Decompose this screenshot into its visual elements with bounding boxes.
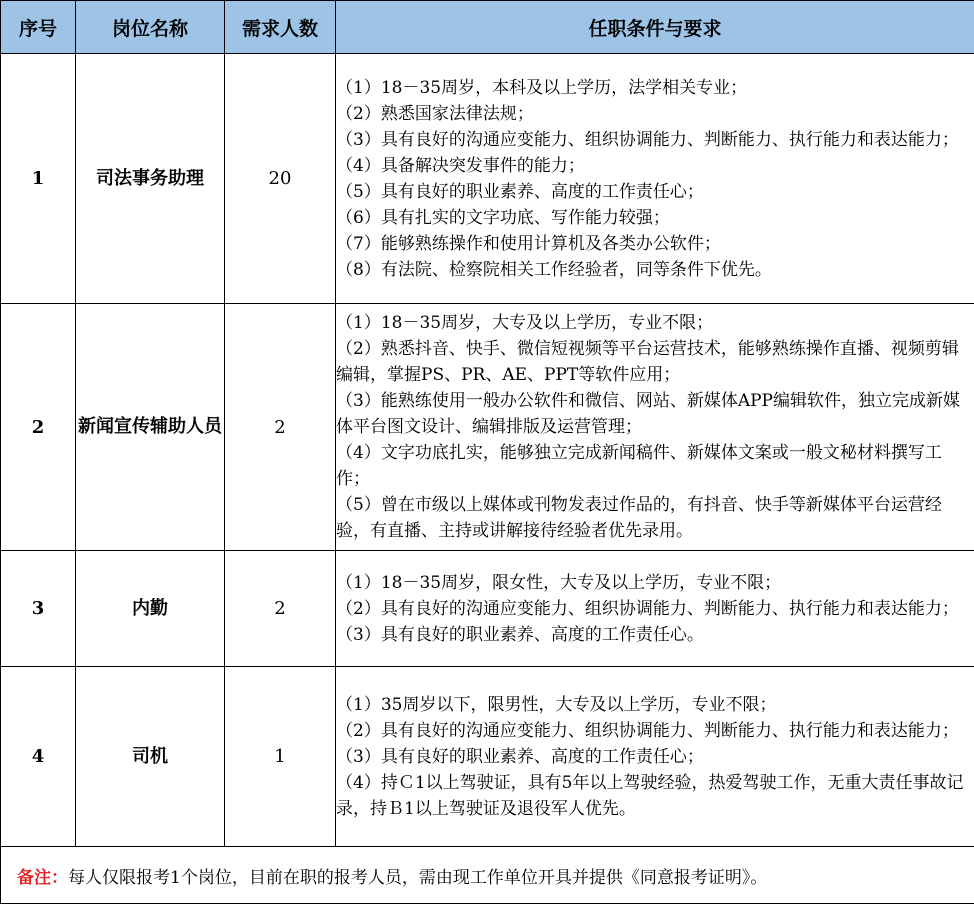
row-no: 3 xyxy=(1,551,76,667)
row-requirements xyxy=(336,551,974,667)
requirement-line: （3）具有良好的沟通应变能力、组织协调能力、判断能力、执行能力和表达能力； xyxy=(336,127,974,153)
requirement-line: （4）文字功底扎实，能够独立完成新闻稿件、新媒体文案或一般文秘材料撰写工作； xyxy=(336,440,974,492)
requirement-line: （3）具有良好的职业素养、高度的工作责任心； xyxy=(336,744,974,770)
requirement-line: （1）35周岁以下，限男性，大专及以上学历，专业不限； xyxy=(336,692,974,718)
requirement-line: （6）具有扎实的文字功底、写作能力较强； xyxy=(336,205,974,231)
row-count: 2 xyxy=(225,551,336,667)
requirement-line: （1）18－35周岁，限女性，大专及以上学历，专业不限； xyxy=(336,570,974,596)
requirement-line: （5）曾在市级以上媒体或刊物发表过作品的，有抖音、快手等新媒体平台运营经验，有直播、主持或讲解接待经验者优先录用。 xyxy=(336,492,974,544)
requirement-line: （2）具有良好的沟通应变能力、组织协调能力、判断能力、执行能力和表达能力； xyxy=(336,718,974,744)
note-row xyxy=(1,847,974,904)
table-row xyxy=(1,551,974,667)
row-position: 内勤 xyxy=(76,551,225,667)
requirement-line: （4）具备解决突发事件的能力； xyxy=(336,153,974,179)
table-row xyxy=(1,304,974,551)
note-text: 每人仅限报考1个岗位，目前在职的报考人员，需由现工作单位开具并提供《同意报考证明》。 xyxy=(68,868,767,888)
requirement-line: （2）具有良好的沟通应变能力、组织协调能力、判断能力、执行能力和表达能力； xyxy=(336,596,974,622)
requirement-line: （5）具有良好的职业素养、高度的工作责任心； xyxy=(336,179,974,205)
row-position: 司法事务助理 xyxy=(76,54,225,304)
row-requirements xyxy=(336,667,974,847)
row-no: 2 xyxy=(1,304,76,551)
row-position: 新闻宣传辅助人员 xyxy=(76,304,225,551)
row-no: 4 xyxy=(1,667,76,847)
table-row xyxy=(1,667,974,847)
requirement-line: （7）能够熟练操作和使用计算机及各类办公软件； xyxy=(336,231,974,257)
requirement-line: （3）具有良好的职业素养、高度的工作责任心。 xyxy=(336,622,974,648)
row-requirements xyxy=(336,54,974,304)
row-count: 20 xyxy=(225,54,336,304)
note-label: 备注： xyxy=(17,868,68,888)
row-position: 司机 xyxy=(76,667,225,847)
requirement-line: （1）18－35周岁，本科及以上学历，法学相关专业； xyxy=(336,75,974,101)
header-position: 岗位名称 xyxy=(76,1,225,54)
requirement-line: （8）有法院、检察院相关工作经验者，同等条件下优先。 xyxy=(336,257,974,283)
header-count: 需求人数 xyxy=(225,1,336,54)
requirement-line: （2）熟悉国家法律法规； xyxy=(336,101,974,127)
row-no: 1 xyxy=(1,54,76,304)
row-requirements xyxy=(336,304,974,551)
requirement-line: （3）能熟练使用一般办公软件和微信、网站、新媒体APP编辑软件，独立完成新媒体平台图文设计、编辑排版及运营管理； xyxy=(336,388,974,440)
note-cell xyxy=(1,847,974,904)
row-count: 1 xyxy=(225,667,336,847)
header-no: 序号 xyxy=(1,1,76,54)
requirement-line: （2）熟悉抖音、快手、微信短视频等平台运营技术，能够熟练操作直播、视频剪辑编辑，掌握PS、PR、AE、PPT等软件应用； xyxy=(336,336,974,388)
requirement-line: （1）18－35周岁，大专及以上学历，专业不限； xyxy=(336,310,974,336)
header-requirements: 任职条件与要求 xyxy=(336,1,974,54)
table-row xyxy=(1,54,974,304)
row-count: 2 xyxy=(225,304,336,551)
requirement-line: （4）持Ｃ1以上驾驶证，具有5年以上驾驶经验，热爱驾驶工作，无重大责任事故记录，持Ｂ1以上驾驶证及退役军人优先。 xyxy=(336,770,974,822)
header-row xyxy=(1,1,974,54)
